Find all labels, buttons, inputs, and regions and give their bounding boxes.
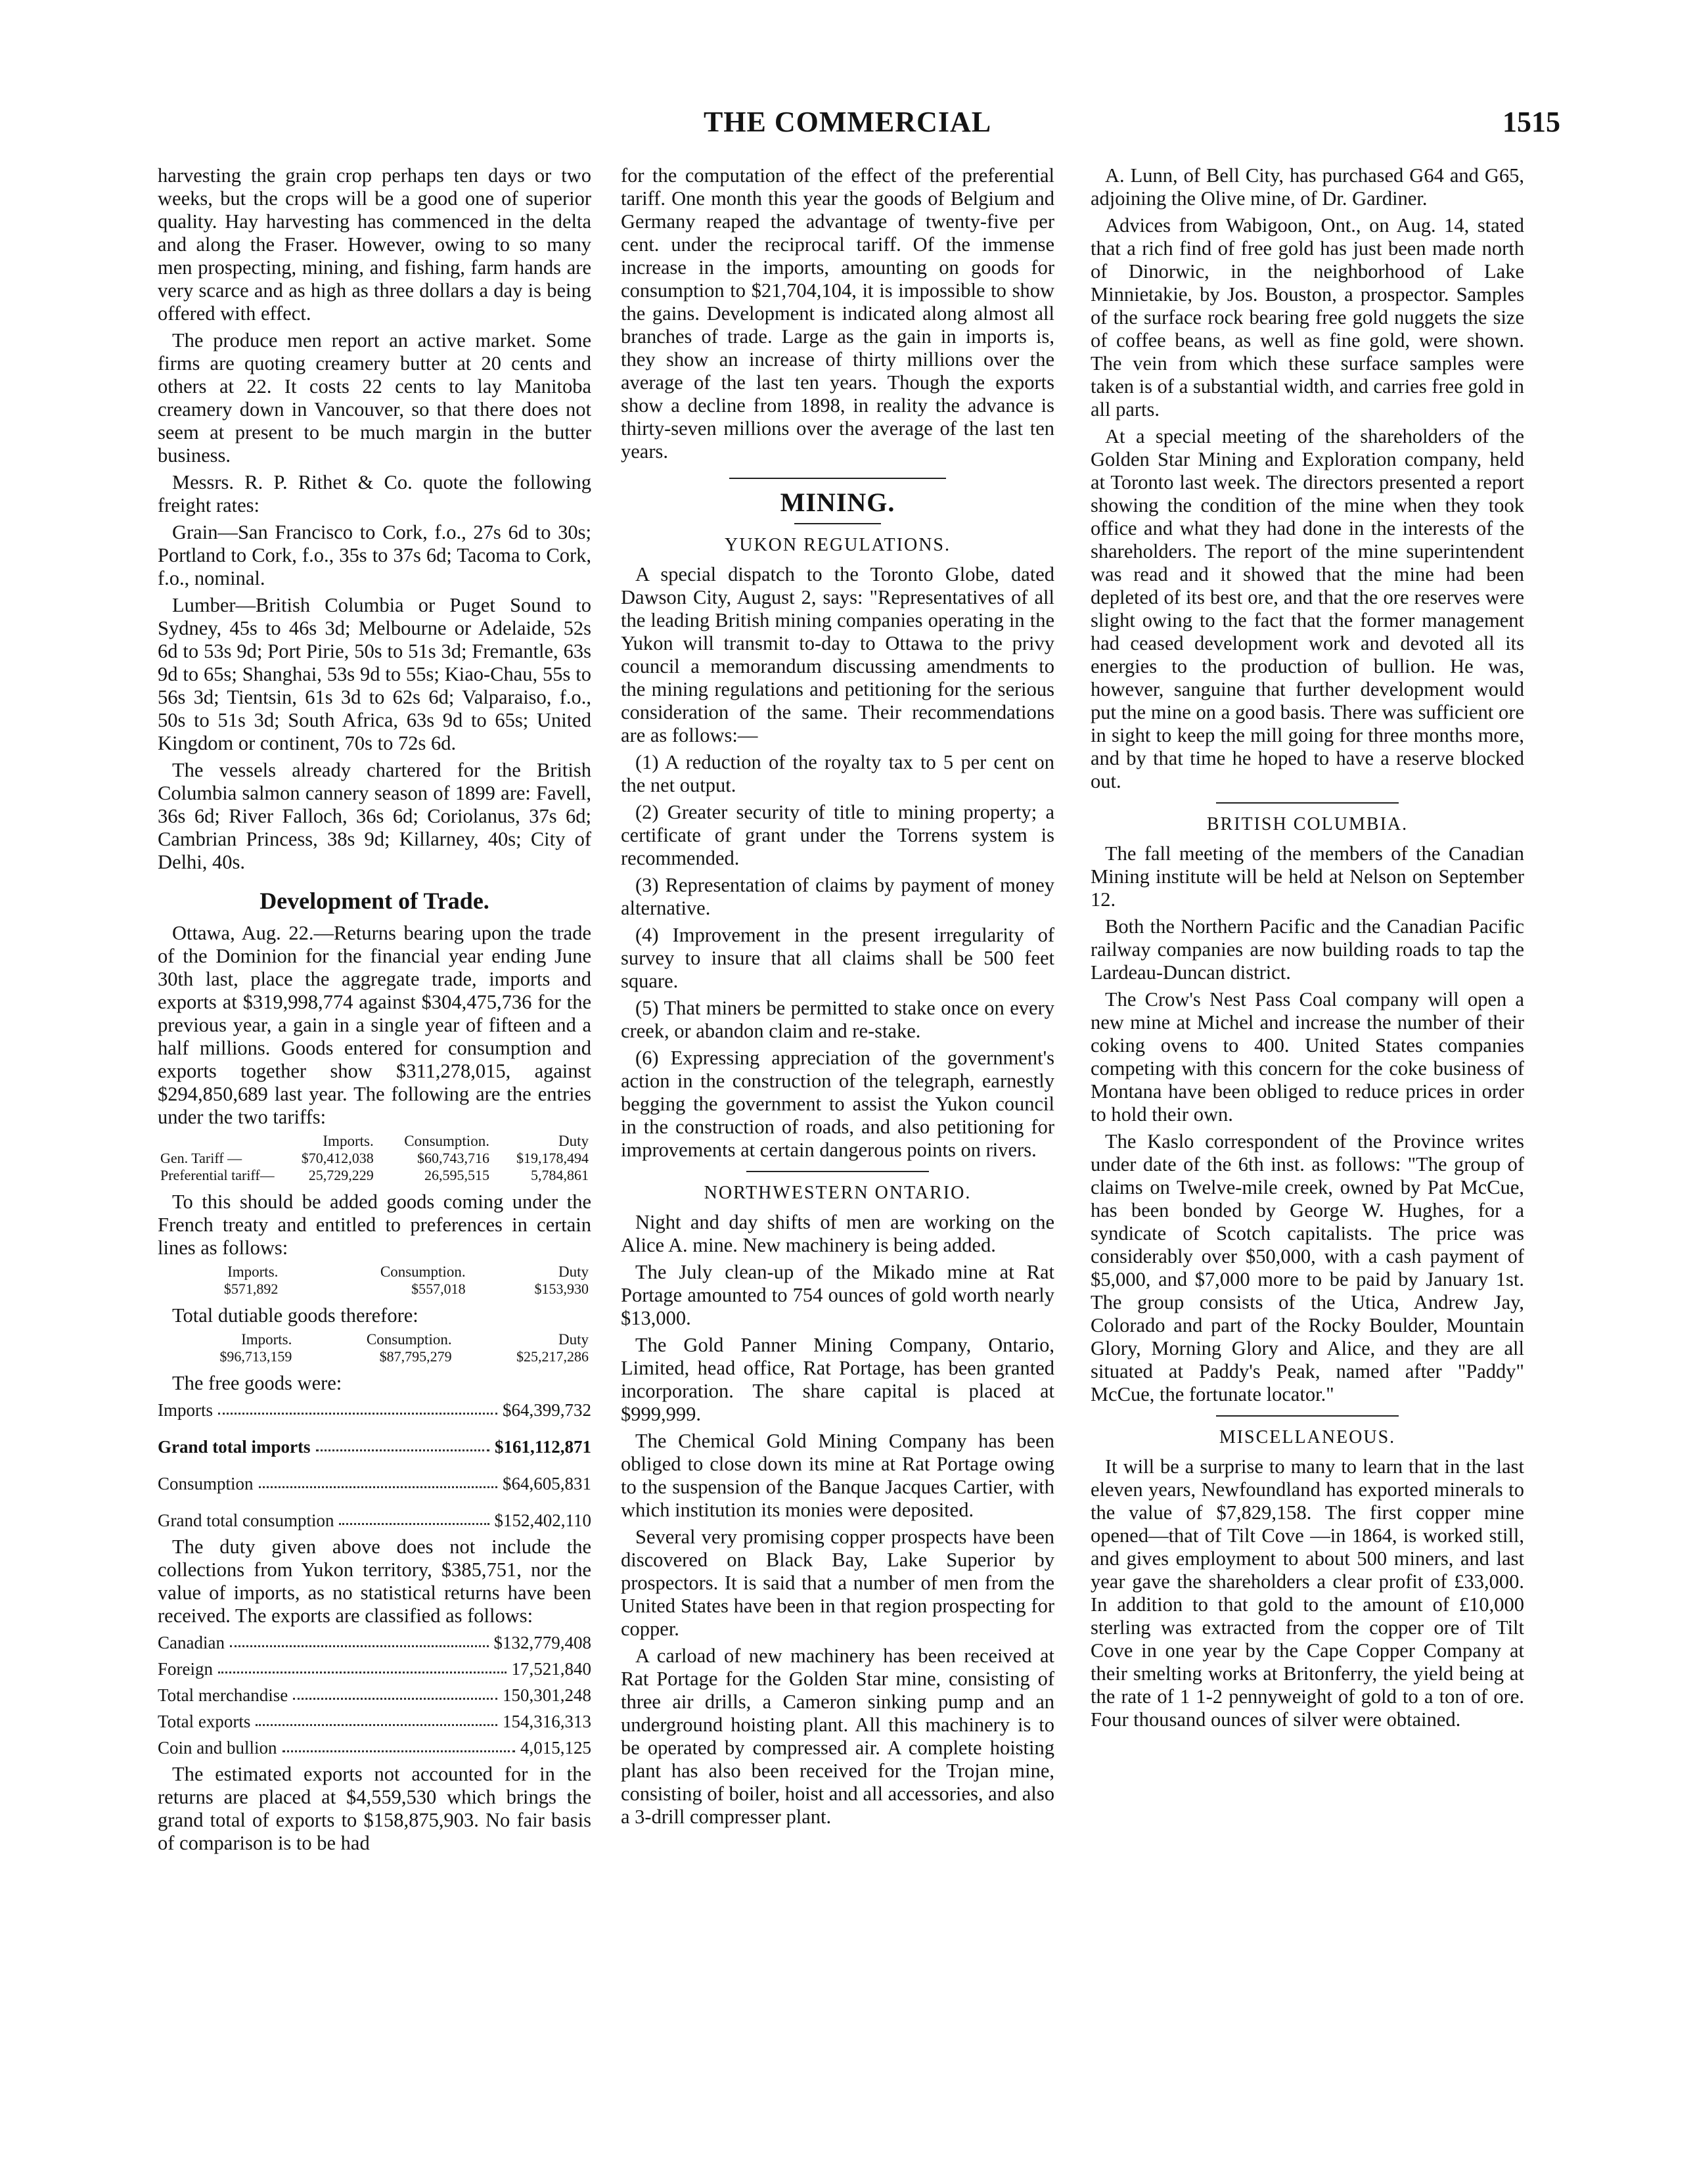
paragraph: The July clean-up of the Mikado mine at Rat Portage amounted to 754 ounces of gold worth nearly $13,000. (621, 1261, 1054, 1329)
paragraph: Night and day shifts of men are working on the Alice A. mine. New machinery is being added. (621, 1211, 1054, 1256)
paragraph: (3) Representation of claims by payment of money alternative. (621, 874, 1054, 919)
publication-title: THE COMMERCIAL (703, 106, 992, 138)
table-cell: $87,795,279 (379, 1348, 452, 1365)
french-treaty-table (158, 1263, 591, 1298)
ledger-value: 17,521,840 (511, 1659, 591, 1679)
table-row (158, 1348, 591, 1365)
paragraph: (5) That miners be permitted to stake once on every creek, or abandon claim and re-stake. (621, 997, 1054, 1042)
leader-dots (230, 1631, 489, 1647)
paragraph: for the computation of the effect of the preferential tariff. One month this year the goods of Belgium and Germany reaped the advantage of twenty-five per cent. under the reciprocal tariff. Of the immense increase in the imports, amounting on goods for consumption to $21,704,104, it is impossible to show the gains. Development is indicated along almost all branches of trade. Large as the gain in imports is, they show an increase of thirty millions over the average of the last ten years. Though the exports show a decline from 1898, in reality the advance is thirty-seven millions over the average of the last ten years. (621, 164, 1054, 463)
paragraph: Advices from Wabigoon, Ont., on Aug. 14, stated that a rich find of free gold has just been made north of Dinorwic, in the neighborhood of Lake Minnietakie, by Jos. Bouston, a prospector. Samples of the surface rock bearing free gold nuggets the size of coffee beans, as well as fine gold, were shown. The vein from which these surface samples were taken is of a substantial width, and carries free gold in all parts. (1091, 214, 1524, 421)
table-cell: $25,217,286 (516, 1348, 589, 1365)
leader-dots (259, 1472, 497, 1488)
ledger-row (158, 1472, 591, 1495)
table-cell: $153,930 (534, 1281, 589, 1297)
table-cell: $557,018 (411, 1281, 466, 1297)
ledger-row (158, 1509, 591, 1532)
paragraph: Ottawa, Aug. 22.—Returns bearing upon the trade of the Dominion for the financial year ending June 30th last, place the aggregate trade, imports and exports at $319,998,774 against $304,475,736 for the previous year, a gain in a single year of fifteen and a half millions. Goods entered for consumption and exports together show $311,278,015, against $294,850,689 last year. The following are the entries under the two tariffs: (158, 922, 591, 1128)
section-divider (1216, 802, 1398, 804)
ledger-row (158, 1436, 591, 1458)
ledger-label: Grand total consumption (158, 1511, 334, 1530)
paragraph: Grain—San Francisco to Cork, f.o., 27s 6d to 30s; Portland to Cork, f.o., 35s to 37s 6d; Tacoma to Cork, f.o., nominal. (158, 521, 591, 589)
ledger-value: $64,399,732 (503, 1400, 591, 1420)
ledger-label: Consumption (158, 1474, 254, 1493)
paragraph: The fall meeting of the members of the Canadian Mining institute will be held at Nelson on September 12. (1091, 842, 1524, 911)
column-right (1091, 164, 1524, 2122)
section-heading-development-of-trade: Development of Trade. (260, 888, 489, 914)
paragraph: (4) Improvement in the present irregularity of survey to insure that all claims shall be 500 feet square. (621, 924, 1054, 992)
table-header-row (158, 1263, 591, 1281)
paragraph: To this should be added goods coming under the French treaty and entitled to preferences in certain lines as follows: (158, 1191, 591, 1259)
ledger-value: 4,015,125 (520, 1738, 591, 1758)
paragraph: The vessels already chartered for the British Columbia salmon cannery season of 1899 are: Favell, 36s 6d; River Falloch, 36s 6d; Coriolanus, 37s 6d; Cambrian Princess, 38s 9d; Killarney, 40s; City of Delhi, 40s. (158, 759, 591, 873)
ledger-row (158, 1631, 591, 1654)
leader-dots (339, 1509, 489, 1525)
section-divider (729, 478, 946, 479)
table-row (158, 1281, 591, 1298)
section-divider (1216, 1415, 1398, 1417)
leader-dots (218, 1658, 507, 1673)
paragraph: The Gold Panner Mining Company, Ontario, Limited, head office, Rat Portage, has been granted incorporation. The share capital is placed at $999,999. (621, 1334, 1054, 1425)
table-header: Duty (558, 1331, 589, 1348)
table-cell: $571,892 (223, 1281, 279, 1297)
ledger-value: $161,112,871 (494, 1437, 591, 1457)
paragraph: The estimated exports not accounted for in the returns are placed at $4,559,530 which brings the grand total of exports to $158,875,903. No fair basis of comparison is to be had (158, 1763, 591, 1854)
table-cell: $60,743,716 (417, 1150, 489, 1166)
table-cell: 5,784,861 (531, 1167, 589, 1183)
paragraph: (6) Expressing appreciation of the government's action in the construction of the telegraph, earnestly begging the government to assist the Yukon council in the construction of roads, and also petitioning for improvements at certain dangerous points on rivers. (621, 1047, 1054, 1161)
paragraph: Several very promising copper prospects have been discovered on Black Bay, Lake Superior by prospectors. It is said that a number of men from the United States have been in that region prospecting for copper. (621, 1526, 1054, 1640)
paragraph: A carload of new machinery has been received at Rat Portage for the Golden Star mine, consisting of three air drills, a Cameron sinking pump and an underground hoisting plant. All this machinery is to be operated by compressed air. A complete hoisting plant has also been received for the Trojan mine, consisting of boiler, hoist and all accessories, and also a 3-drill compresser plant. (621, 1645, 1054, 1828)
paragraph: The produce men report an active market. Some firms are quoting creamery butter at 20 cents and others at 22. It costs 22 cents to lay Manitoba creamery down in Vancouver, so that there does not seem at present to be much margin in the butter business. (158, 329, 591, 466)
ledger-row (158, 1737, 591, 1759)
leader-dots (282, 1737, 516, 1752)
table-header-row (158, 1133, 591, 1150)
page-number: 1515 (1502, 106, 1560, 138)
paragraph: The Chemical Gold Mining Company has been obliged to close down its mine at Rat Portage owing to the suspension of the Banque Jacques Cartier, with which institution its monies were deposited. (621, 1430, 1054, 1521)
exports-ledger (158, 1631, 591, 1759)
table-header: Consumption. (380, 1263, 466, 1280)
table-row (158, 1167, 591, 1184)
table-cell: Gen. Tariff — (160, 1150, 242, 1166)
table-cell: $70,412,038 (301, 1150, 374, 1166)
paragraph: Both the Northern Pacific and the Canadian Pacific railway companies are now building roads to tap the Lardeau-Duncan district. (1091, 915, 1524, 984)
table-header (158, 1133, 277, 1150)
leader-dots (316, 1436, 489, 1451)
ledger-label: Total merchandise (158, 1685, 288, 1705)
paragraph: The free goods were: (172, 1372, 342, 1394)
table-header-row (158, 1331, 591, 1348)
table-header: Imports. (227, 1263, 279, 1280)
ledger-label: Grand total imports (158, 1437, 311, 1457)
paragraph: harvesting the grain crop perhaps ten days or two weeks, but the crops will be a good one of superior quality. Hay harvesting has commenced in the delta and along the Fraser. However, owing to so many men prospecting, mining, and fishing, farm hands are very scarce and as high as three dollars a day is being offered with effect. (158, 164, 591, 325)
paragraph: A. Lunn, of Bell City, has purchased G64 and G65, adjoining the Olive mine, of Dr. Gardiner. (1091, 164, 1524, 210)
subheading-miscellaneous: MISCELLANEOUS. (1219, 1427, 1396, 1447)
dutiable-goods-table (158, 1331, 591, 1365)
paragraph: Messrs. R. P. Rithet & Co. quote the following freight rates: (158, 471, 591, 516)
subheading-yukon-regulations: YUKON REGULATIONS. (725, 535, 951, 555)
table-header: Duty (558, 1133, 589, 1149)
paragraph: (1) A reduction of the royalty tax to 5 per cent on the net output. (621, 751, 1054, 796)
ledger-label: Foreign (158, 1659, 213, 1679)
section-divider (746, 1171, 928, 1172)
ledger-label: Canadian (158, 1633, 225, 1652)
paragraph: The duty given above does not include the collections from Yukon territory, $385,751, nor the value of imports, as no statistical returns have been received. The exports are classified as follows: (158, 1536, 591, 1627)
table-cell: 25,729,229 (308, 1167, 374, 1183)
tariff-table (158, 1133, 591, 1184)
paragraph: At a special meeting of the shareholders of the Golden Star Mining and Exploration company, held at Toronto last week. The directors presented a report showing the condition of the mine when they took office and what they had done in the interests of the shareholders. The report of the mine superintendent was read and it showed that the mine had been depleted of its best ore, and that the ore reserves were slight owing to the fact that the former management had ceased development work and devoted all its energies to the production of bullion. He was, however, sanguine that further development would put the mine on a good basis. There was sufficient ore in sight to keep the mill going for three months more, and by that time he hoped to have a reserve blocked out. (1091, 425, 1524, 792)
table-cell: 26,595,515 (424, 1167, 489, 1183)
subheading-british-columbia: BRITISH COLUMBIA. (1206, 814, 1409, 834)
paragraph: Total dutiable goods therefore: (172, 1304, 418, 1327)
free-goods-ledger (158, 1399, 591, 1532)
section-divider (794, 523, 881, 524)
page-header (135, 99, 1560, 145)
leader-dots (218, 1399, 497, 1415)
ledger-label: Imports (158, 1400, 213, 1420)
table-cell: $96,713,159 (219, 1348, 292, 1365)
table-header: Duty (558, 1263, 589, 1280)
leader-dots (256, 1710, 497, 1726)
subheading-northwestern-ontario: NORTHWESTERN ONTARIO. (704, 1183, 972, 1203)
section-heading-mining: MINING. (780, 488, 895, 517)
paragraph: (2) Greater security of title to mining property; a certificate of grant under the Torrens system is recommended. (621, 801, 1054, 869)
ledger-value: $132,779,408 (493, 1633, 591, 1652)
ledger-value: $152,402,110 (494, 1511, 591, 1530)
ledger-value: 154,316,313 (503, 1712, 591, 1731)
leader-dots (293, 1684, 497, 1700)
ledger-label: Coin and bullion (158, 1738, 277, 1758)
table-cell: Preferential tariff— (160, 1167, 275, 1183)
ledger-value: 150,301,248 (503, 1685, 591, 1705)
paragraph: The Crow's Nest Pass Coal company will open a new mine at Michel and increase the number of their coking ovens to 400. United States companies competing with this concern for the coke business of Montana have been obliged to reduce prices in order to hold their own. (1091, 988, 1524, 1126)
ledger-label: Total exports (158, 1712, 251, 1731)
paragraph: The Kaslo correspondent of the Province writes under date of the 6th inst. as follows: "The group of claims on Twelve-mile creek, owned by Pat McCue, has been bonded by George W. Hughes, for a syndicate of Scotch capitalists. The price was considerably over $50,000, with a cash payment of $5,000, and $7,000 more to be paid by January 1st. The group consists of the Utica, Andrew Jay, Colorado and part of the Rocky Boulder, Mountain Glory, Morning Glory and Alice, and they are all situated at Paddy's Peak, named after "Paddy" McCue, the fortunate locator." (1091, 1130, 1524, 1405)
table-header: Consumption. (366, 1331, 452, 1348)
ledger-value: $64,605,831 (503, 1474, 591, 1493)
ledger-row (158, 1658, 591, 1680)
ledger-row (158, 1399, 591, 1421)
ledger-row (158, 1684, 591, 1706)
column-middle (621, 164, 1054, 2122)
table-header: Imports. (241, 1331, 292, 1348)
table-cell: $19,178,494 (516, 1150, 589, 1166)
column-left (158, 164, 591, 2122)
paragraph: Lumber—British Columbia or Puget Sound to Sydney, 45s to 46s 3d; Melbourne or Adelaide, 52s 6d to 53s 9d; Port Pirie, 50s to 51s 3d; Fremantle, 63s 9d to 65s; Shanghai, 53s 9d to 55s; Kiao-Chau, 55s to 56s 3d; Tientsin, 61s 3d to 62s 6d; Valparaiso, f.o., 50s to 51s 3d; South Africa, 63s 9d to 65s; United Kingdom or continent, 70s to 72s 6d. (158, 594, 591, 754)
ledger-row (158, 1710, 591, 1733)
paragraph: It will be a surprise to many to learn that in the last eleven years, Newfoundland has exported minerals to the value of $7,829,158. The first copper mine opened—that of Tilt Cove —in 1864, is worked still, and gives employment to about 500 miners, and last year gave the shareholders a clear profit of £33,000. In addition to that gold to the amount of £10,000 sterling was extracted from the copper ore of Tilt Cove in one year by the Cape Copper Company at their smelting works at Britonferry, the yield being at the rate of 1 1-2 pennyweight of gold to a ton of ore. Four thousand ounces of silver were obtained. (1091, 1455, 1524, 1731)
table-row (158, 1150, 591, 1167)
table-header: Consumption. (404, 1133, 489, 1149)
table-header: Imports. (323, 1133, 374, 1149)
paragraph: A special dispatch to the Toronto Globe, dated Dawson City, August 2, says: "Representatives of all the leading British mining companies operating in the Yukon will transmit to-day to Ottawa to the privy council a memorandum discussing amendments to the mining regulations and petitioning for the serious consideration of the same. Their recommendations are as follows:— (621, 563, 1054, 746)
